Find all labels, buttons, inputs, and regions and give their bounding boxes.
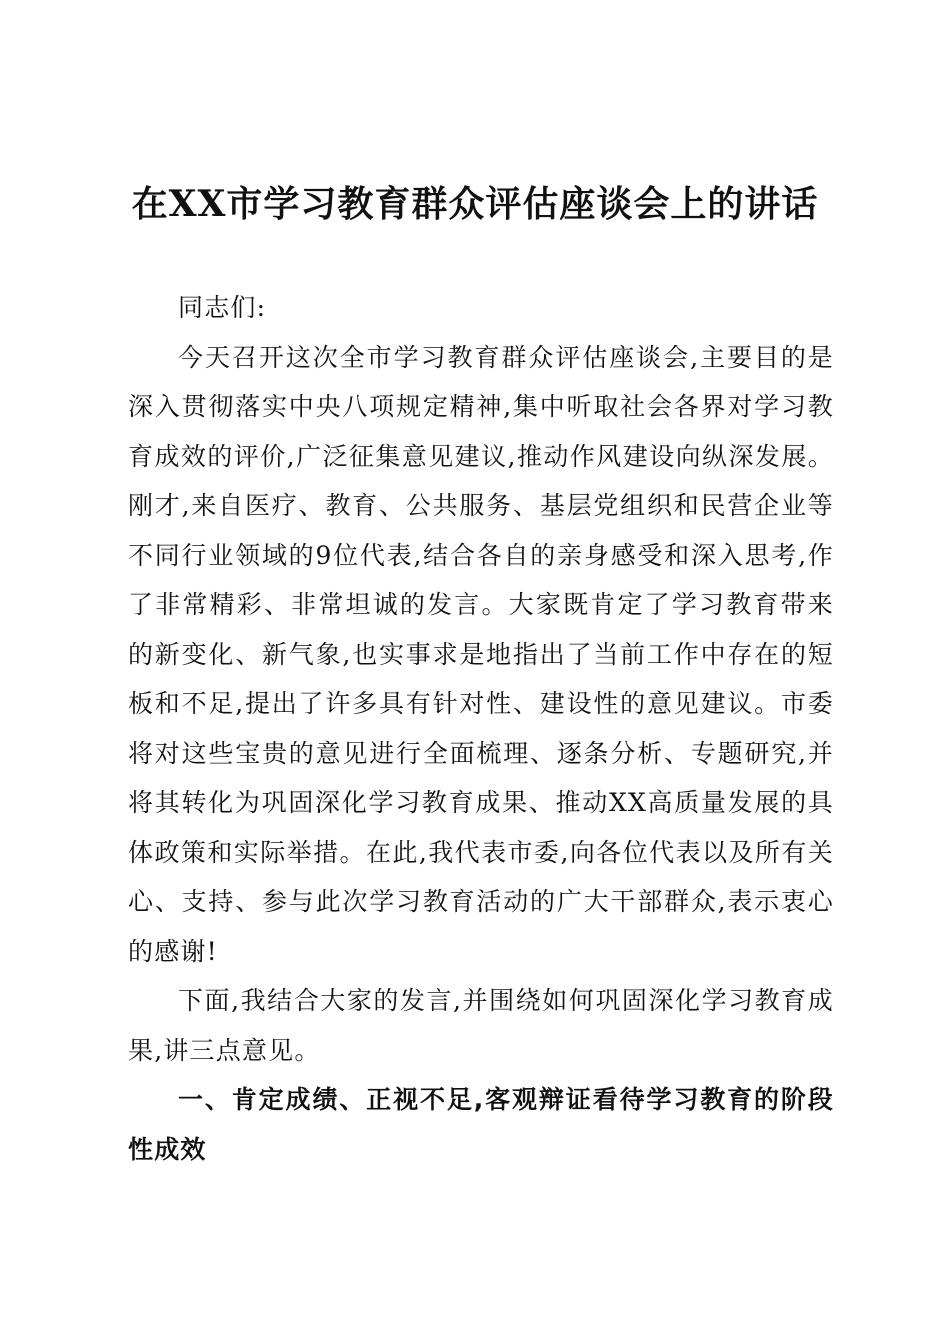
document-body	[128, 283, 834, 1174]
salutation: 同志们:	[178, 293, 267, 322]
section-heading-1: 一、肯定成绩、正视不足,客观辩证看待学习教育的阶段性成效	[128, 1085, 834, 1164]
paragraph-opening: 今天召开这次全市学习教育群众评估座谈会,主要目的是深入贯彻落实中央八项规定精神,集中听取社会各界对学习教育成效的评价,广泛征集意见建议,推动作风建设向纵深发展。刚才,来自医疗、教育、公共服务、基层党组织和民营企业等不同行业领域的9位代表,结合各自的亲身感受和深入思考,作了非常精彩、非常坦诚的发言。大家既肯定了学习教育带来的新变化、新气象,也实事求是地指出了当前工作中存在的短板和不足,提出了许多具有针对性、建设性的意见建议。市委将对这些宝贵的意见进行全面梳理、逐条分析、专题研究,并将其转化为巩固深化学习教育成果、推动XX高质量发展的具体政策和实际举措。在此,我代表市委,向各位代表以及所有关心、支持、参与此次学习教育活动的广大干部群众,表示衷心的感谢!	[128, 342, 834, 966]
document-title: 在XX市学习教育群众评估座谈会上的讲话	[131, 183, 819, 225]
paragraph-transition: 下面,我结合大家的发言,并围绕如何巩固深化学习教育成果,讲三点意见。	[128, 986, 834, 1065]
